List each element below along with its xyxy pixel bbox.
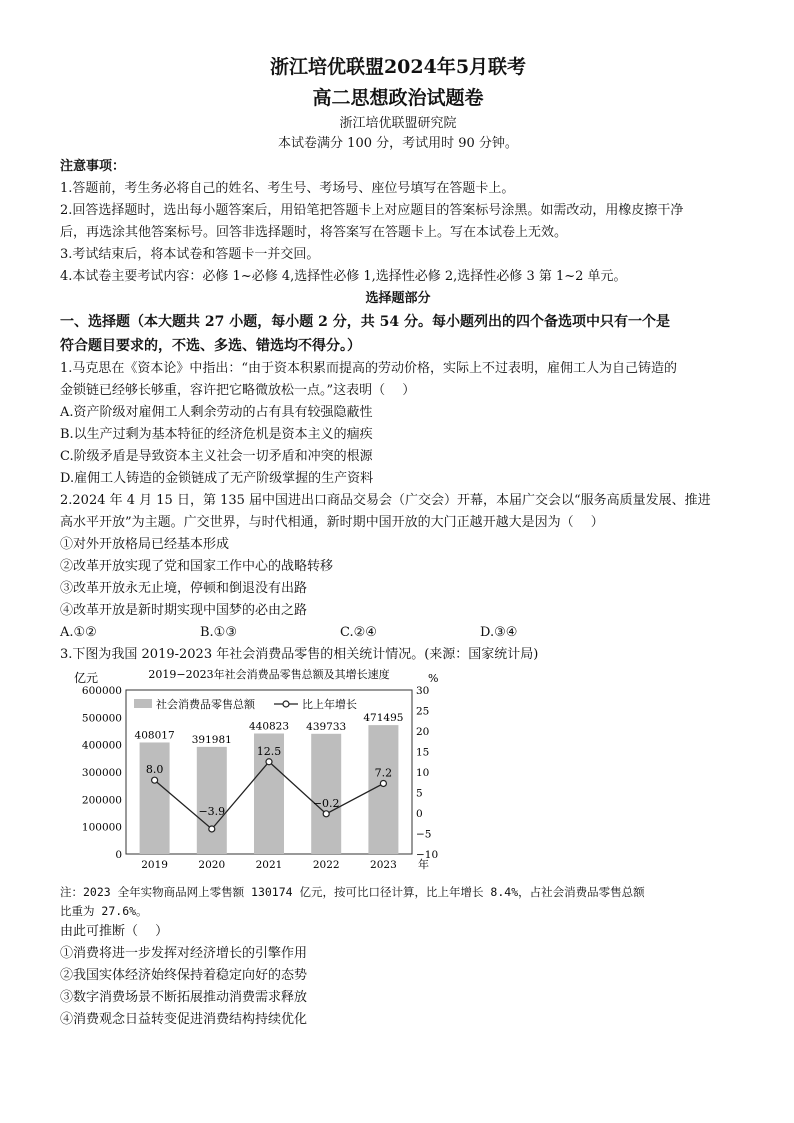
q1-option-c: C.阶级矛盾是导致资本主义社会一切矛盾和冲突的根源	[60, 449, 373, 464]
left-axis-unit: 亿元	[74, 671, 99, 685]
notice-item: 4.本试卷主要考试内容：必修 1~必修 4,选择性必修 1,选择性必修 2,选择性必修 3 第 1~2 单元。	[60, 269, 627, 284]
left-tick-label: 100000	[81, 821, 122, 834]
x-tick-label: 2019	[141, 859, 168, 871]
bar	[140, 742, 170, 854]
section-heading-2: 符合题目要求的，不选、多选、错选均不得分。）	[60, 338, 361, 354]
q3-item: ②我国实体经济始终保持着稳定向好的态势	[60, 968, 308, 983]
growth-value-label: 8.0	[145, 763, 164, 777]
q2-stem: 高水平开放”为主题。广交世界，与时代相通，新时期中国开放的大门正越开越大是因为（ ）	[60, 515, 604, 530]
q2-item: ③改革开放永无止境，停顿和倒退没有出路	[60, 581, 308, 596]
x-axis-unit: 年	[418, 858, 429, 871]
exam-org: 浙江培优联盟研究院	[339, 116, 457, 131]
left-tick-label: 200000	[81, 794, 122, 807]
right-tick-label: 25	[416, 705, 430, 718]
left-tick-label: 400000	[81, 739, 122, 752]
retail-chart-svg	[60, 668, 440, 883]
right-tick-label: 0	[416, 808, 423, 820]
q2-choice-d: D.③④	[480, 625, 518, 640]
q3-stem: 3.下图为我国 2019-2023 年社会消费品零售的相关统计情况。(来源：国家统计局)	[60, 647, 539, 662]
notice-item: 2.回答选择题时，选出每小题答案后，用铅笔把答题卡上对应题目的答案标号涂黑。如需改动，用橡皮擦干净	[60, 203, 684, 218]
notice-item: 1.答题前，考生务必将自己的姓名、考生号、考场号、座位号填写在答题卡上。	[60, 181, 515, 196]
growth-value-label: −0.2	[312, 796, 340, 810]
bar-value-label: 439733	[306, 720, 347, 733]
legend-line-marker	[283, 701, 289, 707]
q3-note: 比重为 27.6%。	[60, 904, 148, 918]
notice-item: 后，再选涂其他答案标号。回答非选择题时，将答案写在答题卡上。写在本试卷上无效。	[60, 225, 568, 240]
growth-value-label: −3.9	[198, 804, 226, 818]
q3-note: 注：2023 全年实物商品网上零售额 130174 亿元，按可比口径计算，比上年增长 8.4%，占社会消费品零售总额	[60, 885, 645, 899]
right-tick-label: −5	[416, 828, 432, 841]
right-tick-label: 20	[416, 726, 430, 738]
legend-line-label: 比上年增长	[302, 698, 357, 711]
legend-bar-label: 社会消费品零售总额	[156, 698, 255, 711]
legend-bar-swatch	[134, 699, 152, 708]
right-tick-label: 15	[416, 746, 430, 759]
q1-option-a: A.资产阶级对雇佣工人剩余劳动的占有具有较强隐蔽性	[60, 405, 373, 420]
left-tick-label: 300000	[81, 767, 122, 779]
q3-item: ③数字消费场景不断拓展推动消费需求释放	[60, 990, 308, 1005]
q3-item: ④消费观念日益转变促进消费结构持续优化	[60, 1012, 308, 1027]
q3-item: ①消费将进一步发挥对经济增长的引擎作用	[60, 946, 308, 961]
left-tick-label: 600000	[81, 685, 122, 697]
q1-stem: 金锁链已经够长够重，容许把它略微放松一点。”这表明（ ）	[60, 383, 416, 398]
x-tick-label: 2023	[370, 859, 397, 871]
growth-point	[323, 811, 329, 817]
growth-point	[266, 759, 272, 765]
right-tick-label: 10	[416, 767, 430, 779]
bar	[311, 734, 341, 854]
q1-option-b: B.以生产过剩为基本特征的经济危机是资本主义的痼疾	[60, 427, 373, 442]
x-tick-label: 2021	[255, 859, 283, 871]
bar-value-label: 471495	[363, 712, 404, 725]
bar-value-label: 440823	[248, 720, 290, 733]
q1-stem: 1.马克思在《资本论》中指出：“由于资本积累而提高的劳动价格，实际上不过表明，雇佣工人为自己铸造的	[60, 361, 678, 376]
q2-item: ①对外开放格局已经基本形成	[60, 537, 230, 552]
bar-value-label: 391981	[191, 733, 232, 746]
growth-point	[380, 780, 386, 786]
q2-choices	[60, 622, 736, 644]
exam-title: 浙江培优联盟2024年5月联考	[269, 56, 527, 78]
section-heading-1: 一、选择题（本大题共 27 小题，每小题 2 分，共 54 分。每小题列出的四个备选项中只有一个是	[60, 314, 670, 330]
notice-item: 3.考试结束后，将本试卷和答题卡一并交回。	[60, 247, 320, 262]
q2-choice-c: C.②④	[340, 625, 377, 640]
exam-page	[60, 52, 736, 1031]
notice-heading: 注意事项：	[60, 159, 126, 174]
chart-title: 2019−2023年社会消费品零售总额及其增长速度	[148, 668, 390, 681]
right-tick-label: −10	[416, 849, 439, 861]
growth-value-label: 7.2	[374, 766, 393, 780]
q3-infer: 由此可推断（ ）	[60, 924, 169, 939]
growth-value-label: 12.5	[256, 744, 282, 758]
left-tick-label: 500000	[81, 712, 122, 725]
left-tick-label: 0	[115, 849, 122, 861]
q2-item: ②改革开放实现了党和国家工作中心的战略转移	[60, 559, 334, 574]
growth-point	[152, 777, 158, 783]
x-tick-label: 2022	[312, 859, 340, 871]
x-tick-label: 2020	[198, 859, 226, 871]
retail-chart	[60, 668, 440, 883]
growth-point	[209, 826, 215, 832]
section-title: 选择题部分	[365, 291, 431, 306]
q2-choice-a: A.①②	[60, 625, 97, 640]
q2-choice-b: B.①③	[200, 625, 237, 640]
bar-value-label: 408017	[134, 729, 175, 742]
right-axis-unit: %	[428, 672, 439, 685]
exam-subtitle: 高二思想政治试题卷	[312, 87, 484, 109]
q2-stem: 2.2024 年 4 月 15 日，第 135 届中国进出口商品交易会（广交会）开幕，本届广交会以“服务高质量发展、推进	[60, 493, 711, 508]
exam-info: 本试卷满分 100 分，考试用时 90 分钟。	[278, 136, 518, 151]
q2-item: ④改革开放是新时期实现中国梦的必由之路	[60, 603, 308, 618]
bar	[197, 747, 227, 854]
right-tick-label: 30	[416, 685, 430, 697]
q1-option-d: D.雇佣工人铸造的金锁链成了无产阶级掌握的生产资料	[60, 471, 374, 486]
right-tick-label: 5	[416, 787, 423, 800]
